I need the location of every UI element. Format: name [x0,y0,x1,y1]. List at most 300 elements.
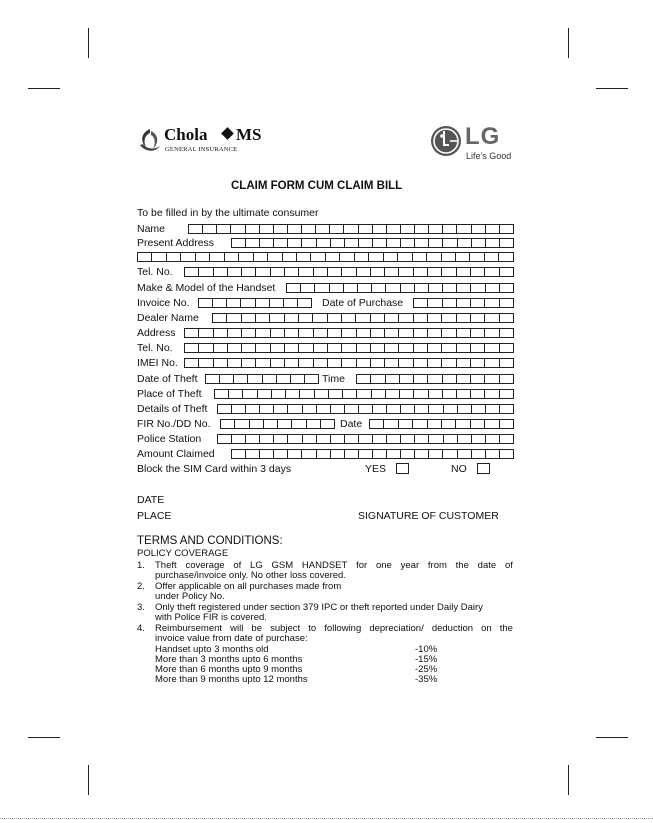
char-box[interactable] [288,224,302,234]
char-box[interactable] [299,358,313,368]
char-box[interactable] [246,238,260,248]
char-box[interactable] [316,224,330,234]
char-box[interactable] [442,267,456,277]
char-box[interactable] [285,313,299,323]
char-box[interactable] [444,404,458,414]
char-box[interactable] [457,374,471,384]
char-box[interactable] [486,449,500,459]
char-box[interactable] [315,283,329,293]
char-box[interactable] [486,434,500,444]
char-box[interactable] [302,449,316,459]
char-box[interactable] [401,238,415,248]
char-box[interactable] [428,267,442,277]
char-box[interactable] [225,252,239,262]
char-box[interactable] [413,252,427,262]
char-box[interactable] [210,252,224,262]
char-box[interactable] [250,419,264,429]
char-box[interactable] [278,419,292,429]
char-box[interactable] [414,343,428,353]
char-box[interactable] [457,358,471,368]
char-box[interactable] [356,313,370,323]
char-box[interactable] [167,252,181,262]
char-box[interactable] [345,404,359,414]
char-box[interactable] [357,374,371,384]
char-box[interactable] [373,238,387,248]
char-box[interactable] [317,238,331,248]
char-box[interactable] [401,449,415,459]
char-box[interactable] [472,434,486,444]
char-box[interactable] [470,252,484,262]
char-box[interactable] [415,449,429,459]
char-box[interactable] [429,224,443,234]
char-box[interactable] [471,267,485,277]
char-box[interactable] [357,267,371,277]
char-box[interactable] [300,389,314,399]
char-box[interactable] [359,224,373,234]
char-box[interactable] [214,267,228,277]
char-box[interactable] [415,283,429,293]
char-box[interactable] [331,449,345,459]
char-box[interactable] [471,283,485,293]
char-box[interactable] [260,449,274,459]
char-box[interactable] [270,313,284,323]
char-box[interactable] [256,358,270,368]
char-box[interactable] [387,404,401,414]
char-box[interactable] [500,374,514,384]
char-box[interactable] [485,389,499,399]
char-box[interactable] [303,404,317,414]
char-box[interactable] [384,252,398,262]
char-box[interactable] [471,328,485,338]
char-box[interactable] [340,252,354,262]
police-station-field[interactable] [217,434,514,444]
char-box[interactable] [371,374,385,384]
char-box[interactable] [415,238,429,248]
char-box[interactable] [307,419,321,429]
char-box[interactable] [428,343,442,353]
char-box[interactable] [227,298,241,308]
char-box[interactable] [263,374,277,384]
char-box[interactable] [274,434,288,444]
char-box[interactable] [359,404,373,414]
char-box[interactable] [260,434,274,444]
char-box[interactable] [414,267,428,277]
char-box[interactable] [302,224,316,234]
fir-field[interactable] [220,419,335,429]
char-box[interactable] [227,313,241,323]
char-box[interactable] [330,283,344,293]
char-box[interactable] [428,328,442,338]
char-box[interactable] [457,298,471,308]
char-box[interactable] [235,419,249,429]
char-box[interactable] [443,238,457,248]
char-box[interactable] [429,404,443,414]
char-box[interactable] [345,434,359,444]
char-box[interactable] [277,374,291,384]
char-box[interactable] [401,434,415,444]
char-box[interactable] [429,283,443,293]
char-box[interactable] [428,313,442,323]
char-box[interactable] [357,389,371,399]
present-address-field-line2[interactable] [137,252,514,262]
char-box[interactable] [471,389,485,399]
char-box[interactable] [246,449,260,459]
char-box[interactable] [500,283,514,293]
char-box[interactable] [472,449,486,459]
char-box[interactable] [471,419,485,429]
char-box[interactable] [228,358,242,368]
char-box[interactable] [357,328,371,338]
char-box[interactable] [401,224,415,234]
char-box[interactable] [373,404,387,414]
char-box[interactable] [345,449,359,459]
details-of-theft-field[interactable] [217,404,514,414]
char-box[interactable] [285,328,299,338]
char-box[interactable] [486,283,500,293]
char-box[interactable] [458,449,472,459]
char-box[interactable] [328,358,342,368]
char-box[interactable] [399,267,413,277]
char-box[interactable] [331,238,345,248]
char-box[interactable] [331,434,345,444]
char-box[interactable] [472,404,486,414]
char-box[interactable] [443,224,457,234]
present-address-field[interactable] [231,238,514,248]
char-box[interactable] [343,389,357,399]
char-box[interactable] [385,358,399,368]
char-box[interactable] [457,283,471,293]
date-of-theft-field[interactable] [205,374,319,384]
char-box[interactable] [415,224,429,234]
char-box[interactable] [486,404,500,414]
char-box[interactable] [342,358,356,368]
char-box[interactable] [500,449,514,459]
char-box[interactable] [326,252,340,262]
char-box[interactable] [232,238,246,248]
char-box[interactable] [215,389,229,399]
char-box[interactable] [254,252,268,262]
char-box[interactable] [232,434,246,444]
char-box[interactable] [344,224,358,234]
char-box[interactable] [242,267,256,277]
invoice-field[interactable] [198,298,312,308]
char-box[interactable] [317,434,331,444]
char-box[interactable] [414,389,428,399]
char-box[interactable] [314,328,328,338]
char-box[interactable] [313,313,327,323]
char-box[interactable] [234,374,248,384]
char-box[interactable] [315,389,329,399]
char-box[interactable] [203,224,217,234]
char-box[interactable] [328,343,342,353]
char-box[interactable] [138,252,152,262]
char-box[interactable] [429,449,443,459]
char-box[interactable] [471,298,485,308]
char-box[interactable] [228,328,242,338]
char-box[interactable] [500,238,514,248]
char-box[interactable] [256,267,270,277]
char-box[interactable] [414,298,428,308]
amount-claimed-field[interactable] [231,449,514,459]
char-box[interactable] [271,358,285,368]
char-box[interactable] [371,328,385,338]
char-box[interactable] [373,449,387,459]
char-box[interactable] [329,389,343,399]
char-box[interactable] [256,328,270,338]
char-box[interactable] [213,313,227,323]
char-box[interactable] [442,343,456,353]
char-box[interactable] [342,343,356,353]
char-box[interactable] [328,267,342,277]
char-box[interactable] [321,419,335,429]
char-box[interactable] [428,358,442,368]
char-box[interactable] [284,298,298,308]
char-box[interactable] [185,328,199,338]
char-box[interactable] [444,434,458,444]
char-box[interactable] [256,343,270,353]
char-box[interactable] [401,283,415,293]
char-box[interactable] [214,343,228,353]
char-box[interactable] [218,434,232,444]
char-box[interactable] [243,389,257,399]
char-box[interactable] [442,419,456,429]
char-box[interactable] [456,252,470,262]
char-box[interactable] [291,374,305,384]
char-box[interactable] [427,252,441,262]
char-box[interactable] [303,434,317,444]
char-box[interactable] [399,313,413,323]
char-box[interactable] [256,298,270,308]
char-box[interactable] [274,238,288,248]
char-box[interactable] [456,419,470,429]
char-box[interactable] [302,238,316,248]
char-box[interactable] [387,434,401,444]
make-model-field[interactable] [286,283,514,293]
char-box[interactable] [248,374,262,384]
date-of-purchase-field[interactable] [413,298,514,308]
char-box[interactable] [471,313,485,323]
char-box[interactable] [299,328,313,338]
date-field[interactable] [369,419,514,429]
char-box[interactable] [371,358,385,368]
char-box[interactable] [457,328,471,338]
char-box[interactable] [214,328,228,338]
char-box[interactable] [485,313,499,323]
char-box[interactable] [429,238,443,248]
char-box[interactable] [301,283,315,293]
char-box[interactable] [260,224,274,234]
char-box[interactable] [314,358,328,368]
char-box[interactable] [384,419,398,429]
char-box[interactable] [385,343,399,353]
char-box[interactable] [485,419,499,429]
char-box[interactable] [355,252,369,262]
char-box[interactable] [271,343,285,353]
char-box[interactable] [317,449,331,459]
char-box[interactable] [196,252,210,262]
char-box[interactable] [429,434,443,444]
char-box[interactable] [314,343,328,353]
char-box[interactable] [229,389,243,399]
char-box[interactable] [328,313,342,323]
char-box[interactable] [500,404,514,414]
name-field[interactable] [188,224,514,234]
char-box[interactable] [485,252,499,262]
char-box[interactable] [415,404,429,414]
char-box[interactable] [288,238,302,248]
char-box[interactable] [314,267,328,277]
char-box[interactable] [242,358,256,368]
char-box[interactable] [414,328,428,338]
char-box[interactable] [387,449,401,459]
char-box[interactable] [442,328,456,338]
char-box[interactable] [286,389,300,399]
char-box[interactable] [370,419,384,429]
char-box[interactable] [185,267,199,277]
char-box[interactable] [274,449,288,459]
char-box[interactable] [500,389,514,399]
char-box[interactable] [428,374,442,384]
char-box[interactable] [399,358,413,368]
char-box[interactable] [285,358,299,368]
char-box[interactable] [330,224,344,234]
char-box[interactable] [270,298,284,308]
char-box[interactable] [400,374,414,384]
char-box[interactable] [373,434,387,444]
char-box[interactable] [500,343,514,353]
char-box[interactable] [387,238,401,248]
char-box[interactable] [401,404,415,414]
place-of-theft-field[interactable] [214,389,514,399]
char-box[interactable] [317,404,331,414]
char-box[interactable] [428,298,442,308]
char-box[interactable] [399,328,413,338]
char-box[interactable] [217,224,231,234]
char-box[interactable] [292,419,306,429]
char-box[interactable] [264,419,278,429]
char-box[interactable] [288,449,302,459]
char-box[interactable] [399,419,413,429]
char-box[interactable] [443,449,457,459]
char-box[interactable] [258,389,272,399]
char-box[interactable] [373,224,387,234]
char-box[interactable] [357,343,371,353]
char-box[interactable] [246,434,260,444]
char-box[interactable] [458,434,472,444]
char-box[interactable] [185,358,199,368]
char-box[interactable] [271,267,285,277]
imei-field[interactable] [184,358,514,368]
char-box[interactable] [385,328,399,338]
char-box[interactable] [298,298,312,308]
char-box[interactable] [385,267,399,277]
char-box[interactable] [399,343,413,353]
char-box[interactable] [485,358,499,368]
char-box[interactable] [359,449,373,459]
char-box[interactable] [500,267,514,277]
char-box[interactable] [372,283,386,293]
tel-field[interactable] [184,267,514,277]
char-box[interactable] [242,313,256,323]
char-box[interactable] [372,389,386,399]
char-box[interactable] [242,343,256,353]
char-box[interactable] [371,267,385,277]
char-box[interactable] [246,224,260,234]
no-checkbox[interactable] [477,463,490,474]
char-box[interactable] [485,374,499,384]
char-box[interactable] [218,404,232,414]
char-box[interactable] [344,283,358,293]
char-box[interactable] [472,224,486,234]
char-box[interactable] [246,404,260,414]
char-box[interactable] [485,298,499,308]
char-box[interactable] [386,389,400,399]
char-box[interactable] [442,313,456,323]
char-box[interactable] [398,252,412,262]
char-box[interactable] [199,343,213,353]
char-box[interactable] [242,328,256,338]
char-box[interactable] [486,238,500,248]
char-box[interactable] [485,328,499,338]
yes-checkbox[interactable] [396,463,409,474]
char-box[interactable] [371,343,385,353]
char-box[interactable] [239,252,253,262]
char-box[interactable] [274,224,288,234]
char-box[interactable] [442,252,456,262]
char-box[interactable] [387,224,401,234]
char-box[interactable] [429,389,443,399]
char-box[interactable] [299,343,313,353]
char-box[interactable] [472,238,486,248]
char-box[interactable] [331,404,345,414]
char-box[interactable] [386,374,400,384]
char-box[interactable] [297,252,311,262]
char-box[interactable] [181,252,195,262]
char-box[interactable] [185,343,199,353]
char-box[interactable] [500,358,514,368]
char-box[interactable] [221,419,235,429]
char-box[interactable] [283,252,297,262]
char-box[interactable] [357,358,371,368]
char-box[interactable] [189,224,203,234]
char-box[interactable] [414,374,428,384]
char-box[interactable] [311,252,325,262]
char-box[interactable] [471,358,485,368]
char-box[interactable] [500,298,514,308]
char-box[interactable] [231,224,245,234]
char-box[interactable] [414,358,428,368]
char-box[interactable] [500,434,514,444]
char-box[interactable] [400,389,414,399]
char-box[interactable] [369,252,383,262]
char-box[interactable] [443,389,457,399]
char-box[interactable] [271,328,285,338]
char-box[interactable] [152,252,166,262]
char-box[interactable] [305,374,319,384]
char-box[interactable] [499,252,513,262]
char-box[interactable] [285,343,299,353]
char-box[interactable] [288,404,302,414]
char-box[interactable] [199,328,213,338]
char-box[interactable] [199,358,213,368]
char-box[interactable] [457,389,471,399]
char-box[interactable] [260,238,274,248]
char-box[interactable] [458,404,472,414]
char-box[interactable] [457,343,471,353]
dealer-name-field[interactable] [212,313,514,323]
char-box[interactable] [342,328,356,338]
char-box[interactable] [458,238,472,248]
